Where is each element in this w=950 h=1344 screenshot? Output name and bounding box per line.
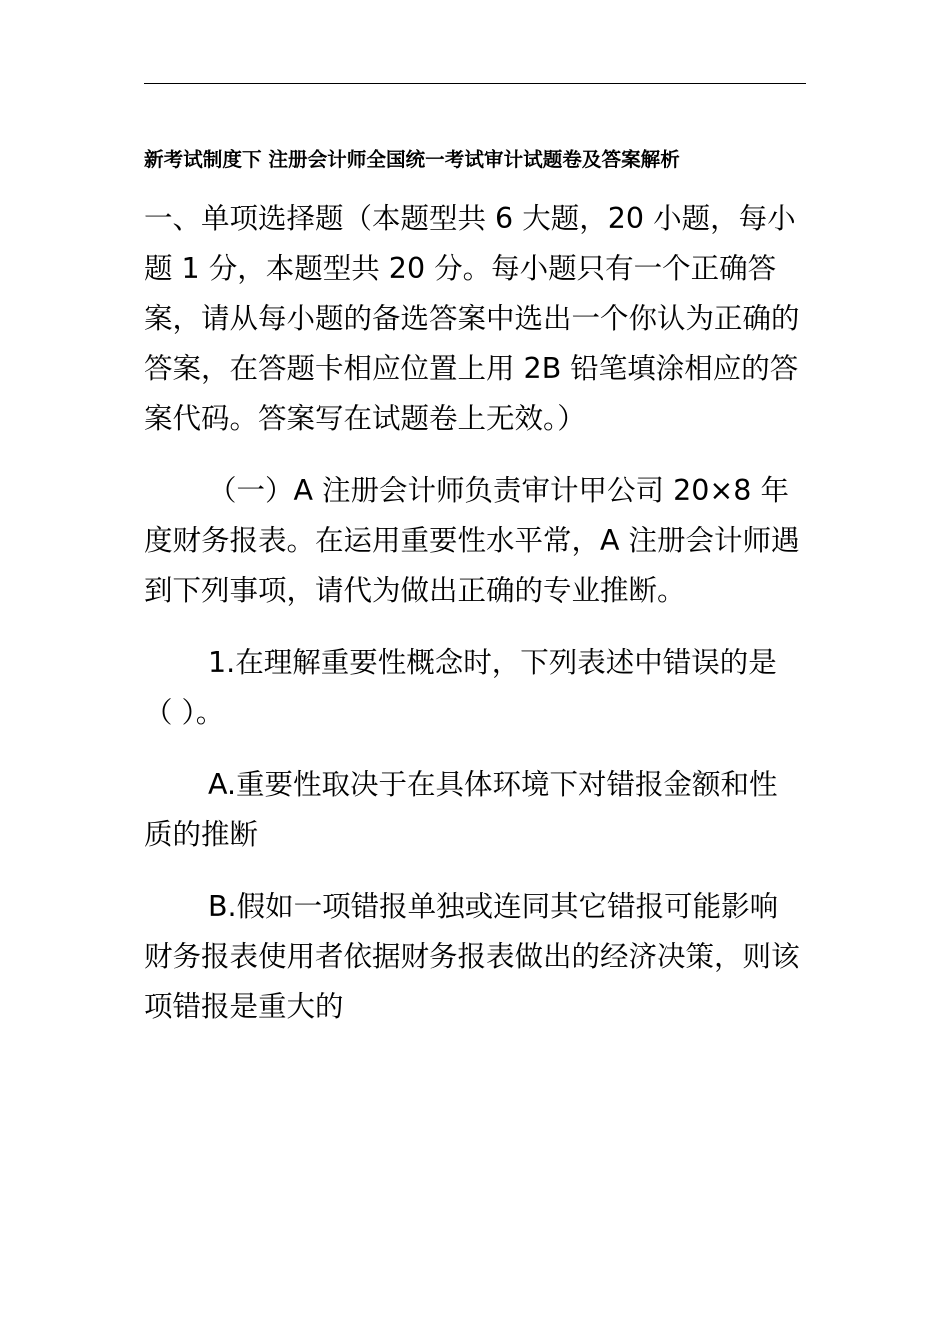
case-intro: （一）A 注册会计师负责审计甲公司 20×8 年度财务报表。在运用重要性水平常，A 注册会计师遇到下列事项，请代为做出正确的专业推断。	[144, 474, 800, 607]
document-title: 新考试制度下 注册会计师全国统一考试审计试题卷及答案解析	[144, 148, 680, 171]
option-a: A.重要性取决于在具体环境下对错报金额和性质的推断	[144, 768, 778, 851]
option-b: B.假如一项错报单独或连同其它错报可能影响财务报表使用者依据财务报表做出的经济决策，则该项错报是重大的	[144, 890, 800, 1023]
document-body	[144, 194, 804, 1032]
header-rule	[144, 83, 806, 84]
section-heading: 一、单项选择题（本题型共 6 大题，20 小题，每小题 1 分，本题型共 20 分。每小题只有一个正确答案，请从每小题的备选答案中选出一个你认为正确的答案，在答题卡相应位置上用 2B 铅笔填涂相应的答案代码。答案写在试题卷上无效。）	[144, 202, 800, 435]
question-stem: 1.在理解重要性概念时，下列表述中错误的是（ ）。	[144, 646, 777, 729]
